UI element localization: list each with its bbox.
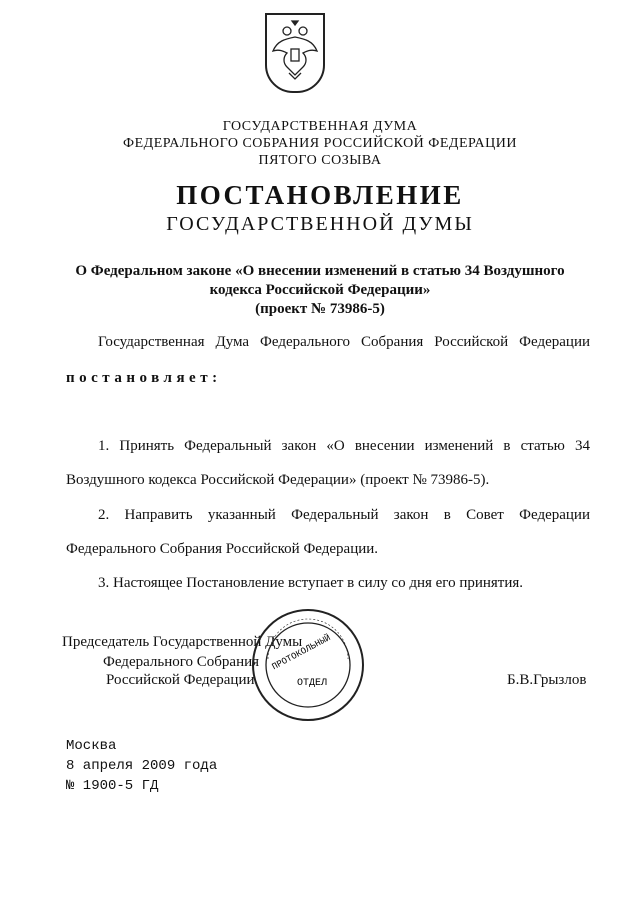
convocation: ПЯТОГО СОЗЫВА (258, 153, 382, 168)
stamp-text-bottom: ОТДЕЛ (296, 678, 328, 689)
subject-line1: О Федеральном законе «О внесении изменений в статью 34 Воздушного (75, 263, 565, 279)
item-1-line1: 1. Принять Федеральный закон «О внесении изменений в статью 34 (98, 438, 590, 454)
signatory-name: Б.В.Грызлов (507, 672, 587, 688)
stamp-seal-icon (248, 605, 368, 725)
resolves-word: постановляет: (66, 370, 222, 386)
subject-line2: кодекса Российской Федерации» (209, 282, 431, 298)
state-emblem (265, 13, 325, 93)
signatory-position-line2: Федерального Собрания (103, 654, 260, 670)
item-1-line2: Воздушного кодекса Российской Федерации» (проект № 73986-5). (66, 472, 490, 488)
document-type-title: ПОСТАНОВЛЕНИЕ (176, 180, 464, 210)
date: 8 апреля 2009 года (66, 758, 218, 774)
stamp-text-top: ПРОТОКОЛЬНЫЙ (270, 633, 333, 673)
signatory-position-line1: Председатель Государственной Думы (62, 634, 303, 650)
signatory-position-line3: Российской Федерации (106, 672, 255, 688)
item-2-line2: Федерального Собрания Российской Федерации. (66, 541, 379, 557)
double-headed-eagle-icon (267, 15, 323, 91)
registration-number: № 1900-5 ГД (66, 778, 159, 794)
official-stamp (248, 605, 368, 725)
item-2-line1: 2. Направить указанный Федеральный закон в Совет Федерации (98, 507, 590, 523)
bill-number: (проект № 73986-5) (255, 301, 385, 317)
document-type-subtitle: ГОСУДАРСТВЕННОЙ ДУМЫ (166, 213, 474, 235)
preamble: Государственная Дума Федерального Собрания Российской Федерации (98, 334, 590, 350)
duma-name-line2: ФЕДЕРАЛЬНОГО СОБРАНИЯ РОССИЙСКОЙ ФЕДЕРАЦИИ (123, 136, 517, 151)
city: Москва (66, 738, 117, 754)
duma-name-line1: ГОСУДАРСТВЕННАЯ ДУМА (222, 119, 418, 134)
item-3: 3. Настоящее Постановление вступает в силу со дня его принятия. (98, 575, 524, 591)
